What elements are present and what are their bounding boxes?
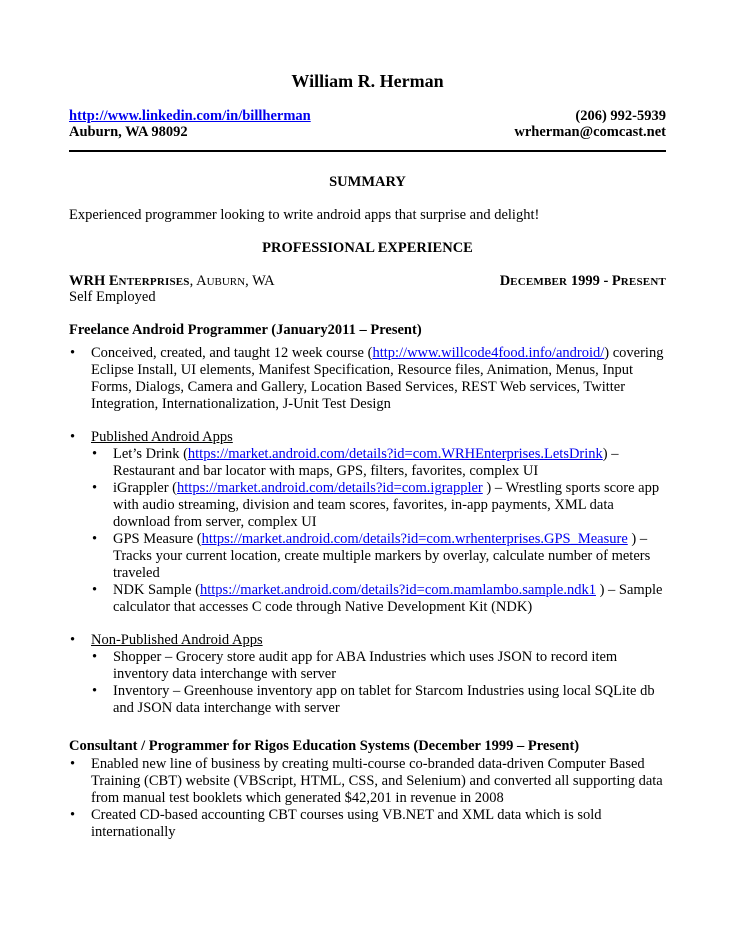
contact-row-1	[69, 108, 666, 125]
company-dates: DECEMBER 1999 - PRESENT	[499, 273, 666, 289]
header-divider	[69, 150, 666, 152]
list-item: • Conceived, created, and taught 12 week course (http://www.willcode4food.info/android/) covering Eclipse Install, UI elements, Manifest Specification, Resource files, Animation, Menus, Input Forms, Dialogs, Camera and Gallery, Location Based Services, REST Web services, Twitter Integration, Internationalization, J-Unit Test Design	[69, 345, 666, 413]
app-link-gps-measure[interactable]: https://market.android.com/details?id=com.wrhenterprises.GPS_Measure	[201, 531, 628, 547]
nonpublished-apps-section	[69, 632, 666, 717]
course-link[interactable]: http://www.willcode4food.info/android/	[372, 345, 605, 361]
phone-number: (206) 992-5939	[575, 108, 666, 124]
published-apps-section	[69, 429, 666, 616]
list-item: • Enabled new line of business by creating multi-course co-branded data-driven Computer Based Training (CBT) website (VBScript, HTML, CSS, and Selenium) and converted all supporting data from manual test booklets which generated $42,201 in revenue in 2008	[69, 756, 666, 807]
published-apps-label: Published Android Apps	[91, 429, 233, 445]
app-link-igrappler[interactable]: https://market.android.com/details?id=com.igrappler	[177, 480, 483, 496]
list-item: • GPS Measure (https://market.android.com/details?id=com.wrhenterprises.GPS_Measure ) – Tracks your current location, create multiple markers by overlay, calculate number of meters traveled	[91, 531, 666, 582]
job-title-consultant: Consultant / Programmer for Rigos Education Systems (December 1999 – Present)	[69, 738, 580, 754]
summary-text: Experienced programmer looking to write android apps that surprise and delight!	[69, 207, 540, 223]
nonpublished-apps-label: Non-Published Android Apps	[91, 632, 263, 648]
list-item: • Let’s Drink (https://market.android.com/details?id=com.WRHEnterprises.LetsDrink) – Restaurant and bar locator with maps, GPS, filters, favorites, complex UI	[91, 446, 666, 480]
role-label: Self Employed	[69, 289, 156, 305]
list-item: • iGrappler (https://market.android.com/details?id=com.igrappler ) – Wrestling sports score app with audio streaming, division and team scores, favorites, in-app payments, XML data download from server, complex UI	[91, 480, 666, 531]
list-item: • NDK Sample (https://market.android.com/details?id=com.mamlambo.sample.ndk1 ) – Sample calculator that accesses C code through Native Development Kit (NDK)	[91, 582, 666, 616]
email-address: wrherman@comcast.net	[514, 124, 666, 140]
summary-heading: SUMMARY	[329, 174, 406, 190]
app-link-letsdrink[interactable]: https://market.android.com/details?id=com.WRHEnterprises.LetsDrink	[187, 446, 603, 462]
list-item: • Inventory – Greenhouse inventory app on tablet for Starcom Industries using local SQLite db and JSON data interchange with server	[91, 683, 666, 717]
list-item	[69, 632, 666, 717]
published-apps-list	[91, 446, 666, 616]
list-item	[69, 429, 666, 616]
contact-row-2	[69, 124, 666, 141]
app-link-ndk-sample[interactable]: https://market.android.com/details?id=com.mamlambo.sample.ndk1	[200, 582, 596, 598]
linkedin-link[interactable]: http://www.linkedin.com/in/billherman	[69, 108, 311, 124]
job-title-freelance: Freelance Android Programmer (January2011 – Present)	[69, 322, 422, 338]
company-name: WRH ENTERPRISES, AUBURN, WA	[69, 273, 275, 289]
consultant-bullets	[69, 756, 666, 841]
nonpublished-apps-list	[91, 649, 666, 717]
list-item: • Shopper – Grocery store audit app for ABA Industries which uses JSON to record item inventory data interchange with server	[91, 649, 666, 683]
freelance-bullets	[69, 345, 666, 413]
resume-name: William R. Herman	[291, 71, 444, 91]
list-item: • Created CD-based accounting CBT courses using VB.NET and XML data which is sold internationally	[69, 807, 666, 841]
company-line	[69, 273, 666, 291]
location: Auburn, WA 98092	[69, 124, 188, 140]
experience-heading: PROFESSIONAL EXPERIENCE	[262, 240, 473, 256]
